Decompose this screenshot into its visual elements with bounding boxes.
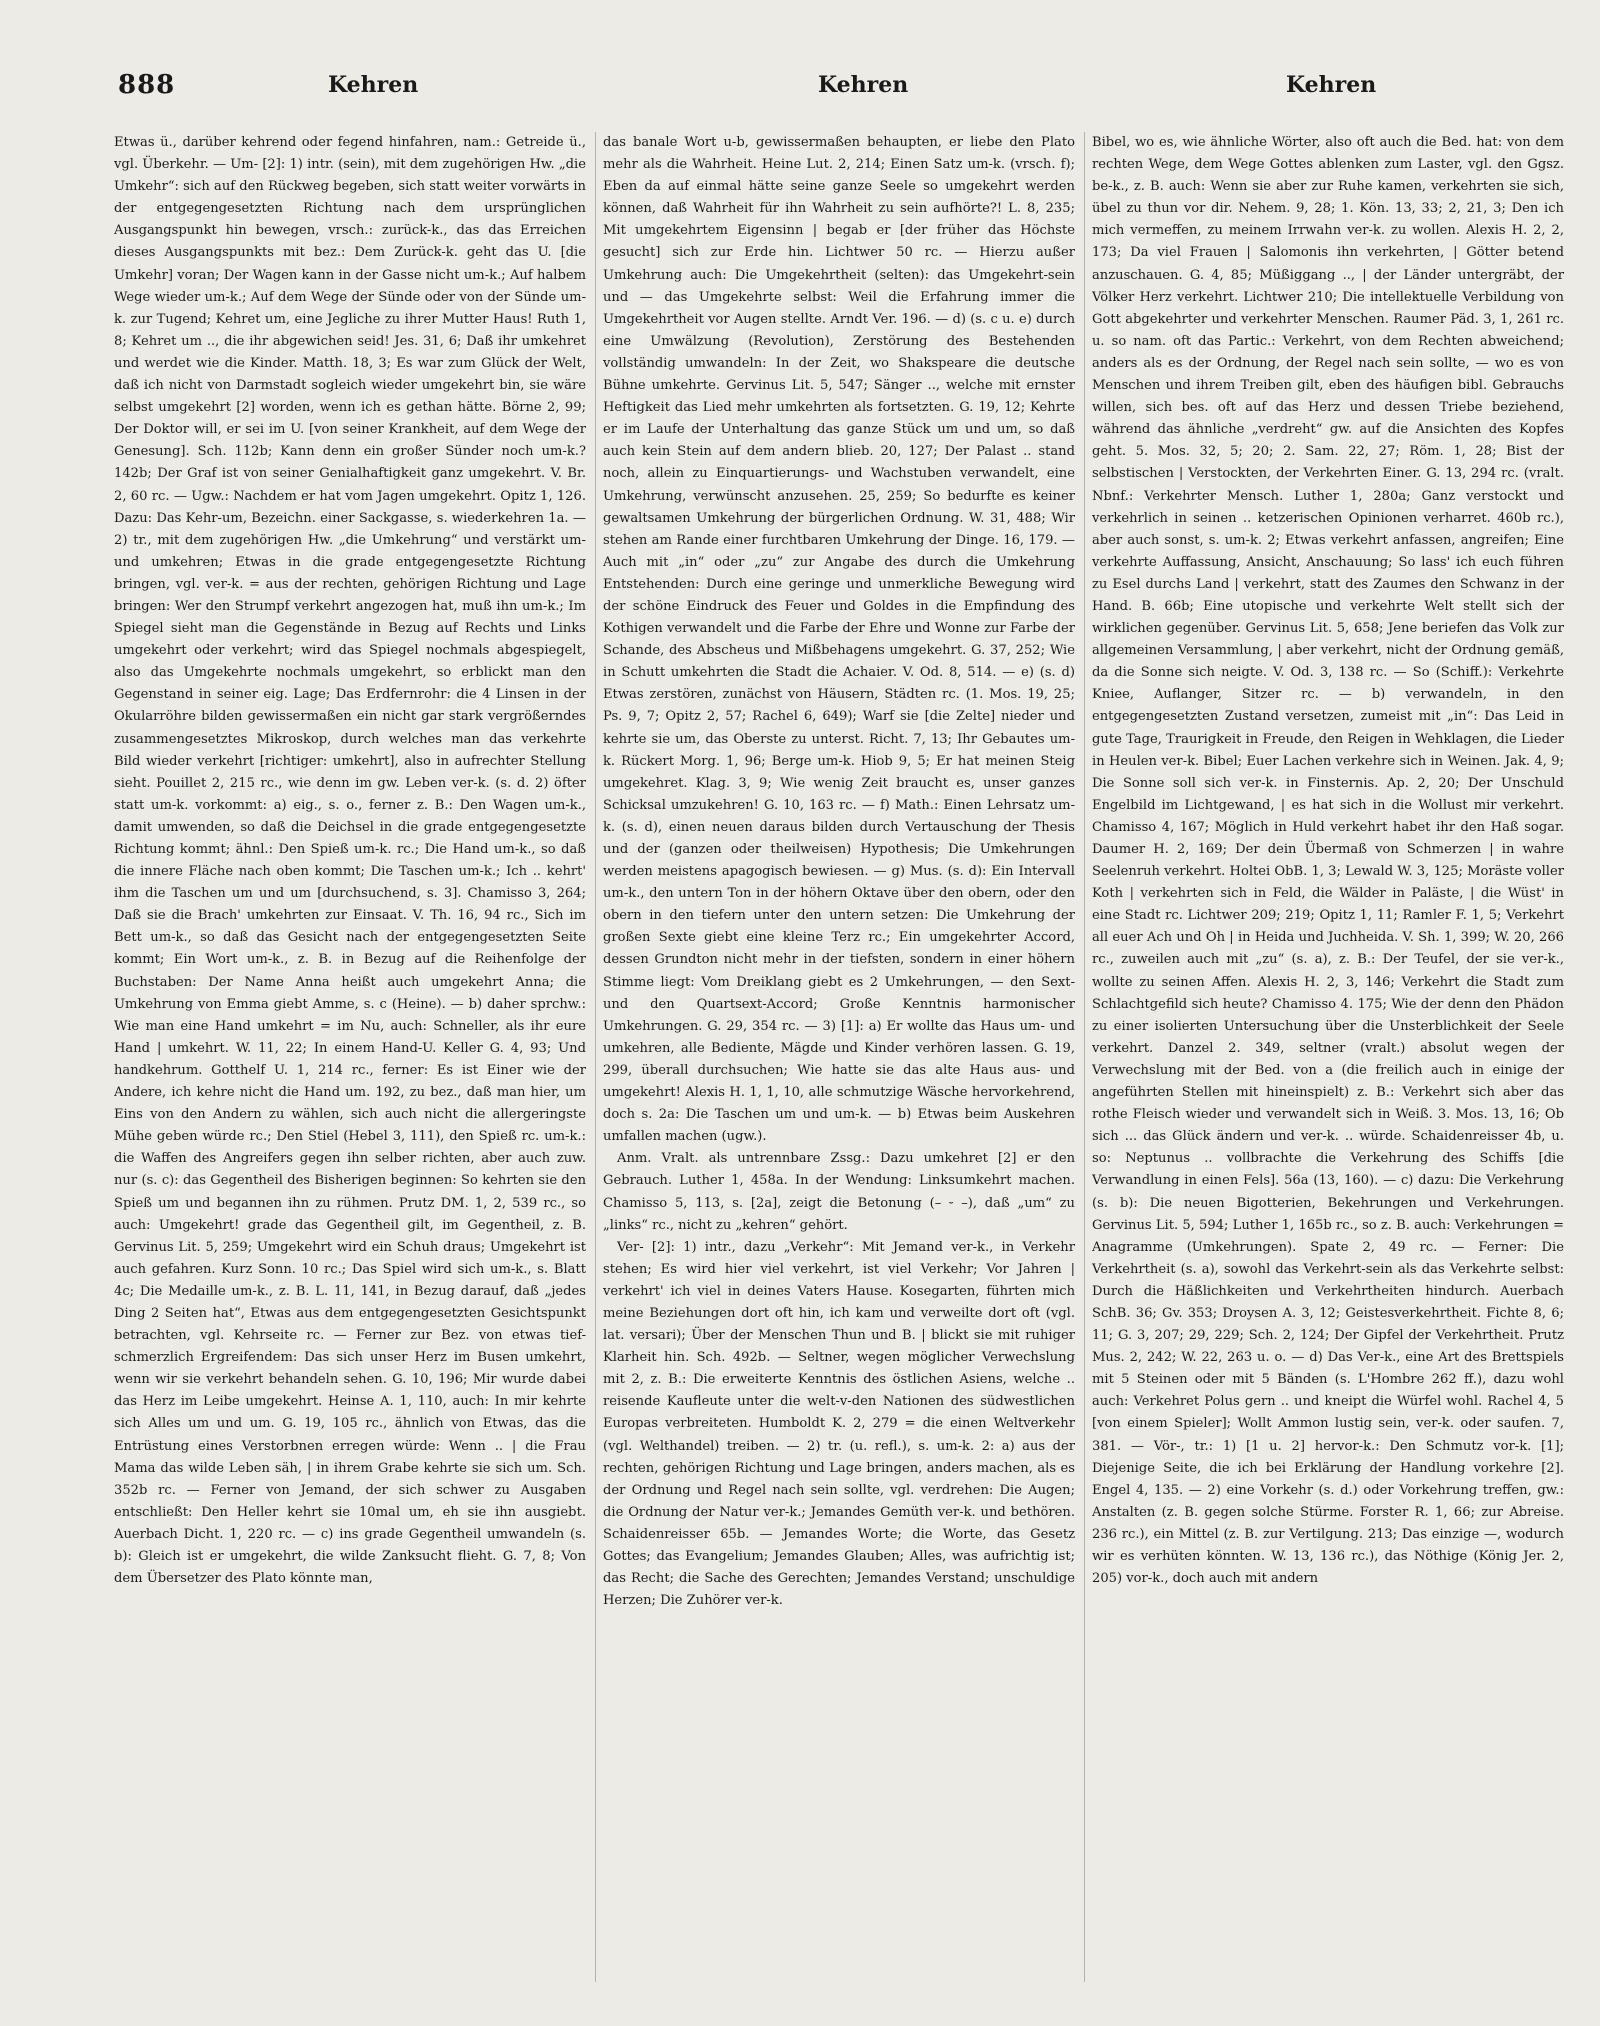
running-head-left: Kehren bbox=[328, 72, 419, 98]
page-header bbox=[118, 70, 1570, 110]
column-2-paragraph: das banale Wort u-b, gewissermaßen behaupten, er liebe den Plato mehr als die Wahrheit. Heine Lut. 2, 214; Einen Satz um-k. (vrsch. f); Eben da auf einmal hätte seine ganze Seele so umgekehrt werden können, daß Wahrheit für ihn Wahrheit zu sein aufhörte?! L. 8, 235; Mit umgekehrtem Eigensinn | begab er [der früher das Höchste gesucht] sich zur Erde hin. Lichtwer 50 rc. — Hierzu außer Umkehrung auch: Die Umgekehrtheit (selten): das Umgekehrt-sein und — das Umgekehrte selbst: Weil die Erfahrung immer die Umgekehrtheit vor Augen stellte. Arndt Ver. 196. — d) (s. c u. e) durch eine Umwälzung (Revolution), Zerstörung des Bestehenden vollständig umwandeln: In der Zeit, wo Shakspeare die deutsche Bühne umkehrte. Gervinus Lit. 5, 547; Sänger .., welche mit ernster Heftigkeit das Lied mehr umkehrten als fortsetzten. G. 19, 12; Kehrte er im Laufe der Unterhaltung das ganze Stück um und um, so daß auch kein Stein auf dem andern blieb. 20, 127; Der Palast .. stand noch, allein zu Einquartierungs- und Wachstuben verwandelt, eine Umkehrung, verwünscht anzusehen. 25, 259; So bedurfte es keiner gewaltsamen Umkehrung der bürgerlichen Ordnung. W. 31, 488; Wir stehen am Rande einer furchtbaren Umkehrung der Dinge. 16, 179. — Auch mit „in“ oder „zu“ zur Angabe des durch die Umkehrung Entstehenden: Durch eine geringe und unmerkliche Bewegung wird der schöne Eindruck des Feuer und Goldes in die Empfindung des Kothigen verwandelt und die Farbe der Ehre und Wonne zur Farbe der Schande, des Abscheus und Mißbehagens umgekehrt. G. 37, 252; Wie in Schutt umkehrten die Stadt die Achaier. V. Od. 8, 514. — e) (s. d) Etwas zerstören, zunächst von Häusern, Städten rc. (1. Mos. 19, 25; Ps. 9, 7; Opitz 2, 57; Rachel 6, 649); Warf sie [die Zelte] nieder und kehrte sie um, das Oberste zu unterst. Richt. 7, 13; Ihr Gebautes um-k. Rückert Morg. 1, 96; Berge um-k. Hiob 9, 5; Er hat meinen Steig umgekehret. Klag. 3, 9; Wie wenig Zeit braucht es, unser ganzes Schicksal umzukehren! G. 10, 163 rc. — f) Math.: Einen Lehrsatz um-k. (s. d), einen neuen daraus bilden durch Vertauschung der Thesis und der (ganzen oder theilweisen) Hypothesis; Die Umkehrungen werden meistens apagogisch bewiesen. — g) Mus. (s. d): Ein Intervall um-k., den untern Ton in der höhern Oktave über den obern, oder den obern in den tiefern unter den untern setzen: Die Umkehrung der großen Sexte giebt eine kleine Terz rc.; Ein umgekehrter Accord, dessen Grundton nicht mehr in der tiefsten, sondern in einer höhern Stimme liegt: Vom Dreiklang giebt es 2 Umkehrungen, — den Sext- und den Quartsext-Accord; Große Kenntnis harmonischer Umkehrungen. G. 29, 354 rc. — 3) [1]: a) Er wollte das Haus um- und umkehren, alle Bediente, Mägde und Kinder verhören lassen. G. 19, 299, überall durchsuchen; Wie hatte sie das alte Haus aus- und umgekehrt! Alexis H. 1, 1, 10, alle schmutzige Wäsche hervorkehrend, doch s. 2a: Die Taschen um und um-k. — b) Etwas beim Auskehren umfallen machen (ugw.). bbox=[603, 135, 1075, 1145]
text-column-3 bbox=[1092, 132, 1564, 1992]
column-1-paragraph: Etwas ü., darüber kehrend oder fegend hinfahren, nam.: Getreide ü., vgl. Überkehr. — Um- [2]: 1) intr. (sein), mit dem zugehörigen Hw. „die Umkehr“: sich auf den Rückweg begeben, sich statt weiter vorwärts in der entgegengesetzten Richtung nach dem ursprünglichen Ausgangspunkt hin bewegen, vrsch.: zurück-k., das das Erreichen dieses Ausgangspunkts mit bez.: Dem Zurück-k. geht das U. [die Umkehr] voran; Der Wagen kann in der Gasse nicht um-k.; Auf halbem Wege wieder um-k.; Auf dem Wege der Sünde oder von der Sünde um-k. zur Tugend; Kehret um, eine Jegliche zu ihrer Mutter Haus! Ruth 1, 8; Kehret um .., die ihr abgewichen seid! Jes. 31, 6; Daß ihr umkehret und werdet wie die Kinder. Matth. 18, 3; Es war zum Glück der Welt, daß ich nicht von Darmstadt sogleich wieder umgekehrt bin, sie wäre selbst umgekehrt [2] worden, wenn ich es gethan hätte. Börne 2, 99; Der Doktor will, er sei im U. [von seiner Krankheit, auf dem Wege der Genesung]. Sch. 112b; Kann denn ein großer Sünder noch um-k.? 142b; Der Graf ist von seiner Genialhaftigkeit ganz umgekehrt. V. Br. 2, 60 rc. — Ugw.: Nachdem er hat vom Jagen umgekehrt. Opitz 1, 126. Dazu: Das Kehr-um, Bezeichn. einer Sackgasse, s. wiederkehren 1a. — 2) tr., mit dem zugehörigen Hw. „die Umkehrung“ und verstärkt um- und umkehren; Etwas in die grade entgegengesetzte Richtung bringen, vgl. ver-k. = aus der rechten, gehörigen Richtung und Lage bringen: Wer den Strumpf verkehrt angezogen hat, muß ihn um-k.; Im Spiegel sieht man die Gegenstände in Bezug auf Rechts und Links umgekehrt oder verkehrt; wird das Spiegel nochmals abgespiegelt, also das Umgekehrte nochmals umgekehrt, so erblickt man den Gegenstand in seiner eig. Lage; Das Erdfernrohr: die 4 Linsen in der Okularröhre bilden gewissermaßen ein nicht gar stark vergrößerndes zusammengesetztes Mikroskop, durch welches man das verkehrte Bild wieder verkehrt [richtiger: umkehrt], also in aufrechter Stellung sieht. Pouillet 2, 215 rc., wie denn im gw. Leben ver-k. (s. d. 2) öfter statt um-k. vorkommt: a) eig., s. o., ferner z. B.: Den Wagen um-k., damit umwenden, so daß die Deichsel in die grade entgegengesetzte Richtung kommt; ähnl.: Den Spieß um-k. rc.; Die Hand um-k., so daß die innere Fläche nach oben kommt; Die Taschen um-k.; Ich .. kehrt' ihm die Taschen um und um [durchsuchend, s. 3]. Chamisso 3, 264; Daß sie die Brach' umkehrten zur Einsaat. V. Th. 16, 94 rc., Sich im Bett um-k., so daß das Gesicht nach der entgegengesetzten Seite kommt; Ein Wort um-k., z. B. in Bezug auf die Reihenfolge der Buchstaben: Der Name Anna heißt auch umgekehrt Anna; die Umkehrung von Emma giebt Amme, s. c (Heine). — b) daher sprchw.: Wie man eine Hand umkehrt = im Nu, auch: Schneller, als ihr eure Hand | umkehrt. W. 11, 22; In einem Hand-U. Keller G. 4, 93; Und handkehrum. Gotthelf U. 1, 214 rc., ferner: Es ist Einer wie der Andere, ich kehre nicht die Hand um. 192, zu bez., daß man hier, um Eins von den Andern zu wählen, sich auch nicht die allergeringste Mühe geben würde rc.; Den Stiel (Hebel 3, 111), den Spieß rc. um-k.: die Waffen des Angreifers gegen ihn selber richten, aber auch zuw. nur (s. c): das Gegentheil des Bisherigen beginnen: So kehrten sie den Spieß um und begannen ihn zu rühmen. Prutz DM. 1, 2, 539 rc., so auch: Umgekehrt! grade das Gegentheil gilt, im Gegentheil, z. B. Gervinus Lit. 5, 259; Umgekehrt wird ein Schuh draus; Umgekehrt ist auch gefahren. Kurz Sonn. 10 rc.; Das Spiel wird sich um-k., s. Blatt 4c; Die Medaille um-k., z. B. L. 11, 141, in Bezug darauf, daß „jedes Ding 2 Seiten hat“, Etwas aus dem entgegengesetzten Gesichtspunkt betrachten, vgl. Kehrseite rc. — Ferner zur Bez. von etwas tief-schmerzlich Ergreifendem: Das sich unser Herz im Busen umkehrt, wenn wir sie verkehrt behandeln sehen. G. 10, 196; Mir wurde dabei das Herz im Leibe umgekehrt. Heinse A. 1, 110, auch: In mir kehrte sich Alles um und um. G. 19, 105 rc., ähnlich von Etwas, das die Entrüstung eines Verstorbnen erregen würde: Wenn .. | die Frau Mama das wilde Leben säh, | in ihrem Grabe kehrte sie sich um. Sch. 352b rc. — Ferner von Jemand, der sich schwer zu Ausgaben entschließt: Den Heller kehrt sie 10mal um, eh sie ihn ausgiebt. Auerbach Dicht. 1, 220 rc. — c) ins grade Gegentheil umwandeln (s. b): Gleich ist er umgekehrt, die wilde Zanksucht flieht. G. 7, 8; Von dem Übersetzer des Plato könnte man, bbox=[114, 135, 586, 1587]
running-head-right: Kehren bbox=[1286, 72, 1377, 98]
running-head-center: Kehren bbox=[818, 72, 909, 98]
column-divider bbox=[1084, 132, 1085, 1982]
column-divider bbox=[595, 132, 596, 1982]
text-column-2 bbox=[603, 132, 1075, 1992]
text-column-1 bbox=[114, 132, 586, 1992]
column-3-paragraph: Bibel, wo es, wie ähnliche Wörter, also oft auch die Bed. hat: von dem rechten Wege, dem Wege Gottes ablenken zum Laster, vgl. den Ggsz. be-k., z. B. auch: Wenn sie aber zur Ruhe kamen, verkehrten sie sich, übel zu thun vor dir. Nehem. 9, 28; 1. Kön. 13, 33; 2, 21, 3; Den ich mich vermeffen, zu meinem Irrwahn ver-k. zu wollen. Alexis H. 2, 2, 173; Da viel Frauen | Salomonis ihn verkehrten, | Götter betend anzuschauen. G. 4, 85; Müßiggang .., | der Länder untergräbt, der Völker Herz verkehrt. Lichtwer 210; Die intellektuelle Verbildung von Gott abgekehrter und verkehrter Menschen. Raumer Päd. 3, 1, 261 rc. u. so nam. oft das Partic.: Verkehrt, von dem Rechten abweichend; anders als es der Ordnung, der Regel nach sein sollte, — wo es von Menschen und ihrem Treiben gilt, eben des häufigen bibl. Gebrauchs willen, sich bes. oft auf das Herz und dessen Triebe beziehend, während das ähnliche „verdreht“ gw. auf die Ansichten des Kopfes geht. 5. Mos. 32, 5; 20; 2. Sam. 22, 27; Röm. 1, 28; Bist der selbstischen | Verstockten, der Verkehrten Einer. G. 13, 294 rc. (vralt. Nbnf.: Verkehrter Mensch. Luther 1, 280a; Ganz verstockt und verkehrlich in seinen .. ketzerischen Opinionen verharret. 460b rc.), aber auch sonst, s. um-k. 2; Etwas verkehrt anfassen, angreifen; Eine verkehrte Auffassung, Ansicht, Anschauung; So lass' ich euch führen zu Esel durchs Land | verkehrt, statt des Zaumes den Schwanz in der Hand. B. 66b; Eine utopische und verkehrte Welt stellt sich der wirklichen gegenüber. Gervinus Lit. 5, 658; Jene beriefen das Volk zur allgemeinen Versammlung, | aber verkehrt, nicht der Ordnung gemäß, da die Sonne sich neigte. V. Od. 3, 138 rc. — So (Schiff.): Verkehrte Kniee, Auflanger, Sitzer rc. — b) verwandeln, in den entgegengesetzten Zustand versetzen, zumeist mit „in“: Das Leid in gute Tage, Traurigkeit in Freude, den Reigen in Wehklagen, die Lieder in Heulen ver-k. Bibel; Euer Lachen verkehre sich in Weinen. Jak. 4, 9; Die Sonne soll sich ver-k. in Finsternis. Ap. 2, 20; Der Unschuld Engelbild im Lichtgewand, | es hat sich in die Wollust mir verkehrt. Chamisso 4, 167; Möglich in Huld verkehrt habet ihr den Haß sogar. Daumer H. 2, 169; Der dein Übermaß von Schmerzen | in wahre Seelenruh verkehrt. Holtei ObB. 1, 3; Lewald W. 3, 125; Moräste voller Koth | verkehrten sich in Feld, die Wälder in Paläste, | die Wüst' in eine Stadt rc. Lichtwer 209; 219; Opitz 1, 11; Ramler F. 1, 5; Verkehrt all euer Ach und Oh | in Heida und Juchheida. V. Sh. 1, 399; W. 20, 266 rc., zuweilen auch mit „zu“ (s. a), z. B.: Der Teufel, der sie ver-k., wollte zu seinen Affen. Alexis H. 2, 3, 146; Verkehrt die Stadt zum Schlachtgefild sich heute? Chamisso 4. 175; Wie der denn den Phädon zu einer isolierten Untersuchung über die Unsterblichkeit der Seele verkehrt. Danzel 2. 349, seltner (vralt.) absolut wegen der Verwechslung mit der Bed. von a (die freilich auch in einige der angeführten Stellen mit hineinspielt) z. B.: Verkehrt sich aber das rothe Fleisch wieder und verwandelt sich in Weiß. 3. Mos. 13, 16; Ob sich ... das Glück ändern und ver-k. .. würde. Schaidenreisser 4b, u. so: Neptunus .. vollbrachte die Verkehrung des Schiffs [die Verwandlung in einen Fels]. 56a (13, 160). — c) dazu: Die Verkehrung (s. b): Die neuen Bigotterien, Bekehrungen und Verkehrungen. Gervinus Lit. 5, 594; Luther 1, 165b rc., so z. B. auch: Verkehrungen = Anagramme (Umkehrungen). Spate 2, 49 rc. — Ferner: Die Verkehrtheit (s. a), sowohl das Verkehrt-sein als das Verkehrte selbst: Durch die Häßlichkeiten und Verkehrtheiten hindurch. Auerbach SchB. 36; Gv. 353; Droysen A. 3, 12; Geistesverkehrtheit. Fichte 8, 6; 11; G. 3, 207; 29, 229; Sch. 2, 124; Der Gipfel der Verkehrtheit. Prutz Mus. 2, 242; W. 22, 263 u. o. — d) Das Ver-k., eine Art des Brettspiels mit 5 Steinen oder mit 5 Bänden (s. L'Hombre 262 ff.), dazu wohl auch: Verkehret Polus gern .. und kneipt die Würfel wohl. Rachel 4, 5 [von einem Spieler]; Wollt Ammon lustig sein, ver-k. oder saufen. 7, 381. — Vör-, tr.: 1) [1 u. 2] hervor-k.: Den Schmutz vor-k. [1]; Diejenige Seite, die ich bei Erklärung der Handlung vorkehre [2]. Engel 4, 135. — 2) eine Vorkehr (s. d.) oder Vorkehrung treffen, gw.: Anstalten (z. B. gegen solche Stürme. Forster R. 1, 66; zur Abreise. 236 rc.), ein Mittel (z. B. zur Vertilgung. 213; Das einzige —, wodurch wir es verhüten könnten. W. 13, 136 rc.), das Nöthige (König Jer. 2, 205) vor-k., doch auch mit andern bbox=[1092, 135, 1564, 1587]
column-2-paragraph: Anm. Vralt. als untrennbare Zssg.: Dazu umkehret [2] er den Gebrauch. Luther 1, 458a. In der Wendung: Linksumkehrt machen. Chamisso 5, 113, s. [2a], zeigt die Betonung (– ⏑ –), daß „um“ zu „links“ rc., nicht zu „kehren“ gehört. bbox=[603, 1151, 1075, 1233]
page-number: 888 bbox=[118, 70, 176, 100]
column-2-paragraph: Ver- [2]: 1) intr., dazu „Verkehr“: Mit Jemand ver-k., in Verkehr stehen; Es wird hier viel verkehrt, ist viel Verkehr; Vor Jahren | verkehrt' ich viel in deines Vaters Hause. Kosegarten, führten mich meine Beziehungen dort oft hin, ich kam und verweilte dort oft (vgl. lat. versari); Über der Menschen Thun und B. | blickt sie mit ruhiger Klarheit hin. Sch. 492b. — Seltner, wegen möglicher Verwechslung mit 2, z. B.: Die erweiterte Kenntnis des östlichen Asiens, welche .. reisende Kaufleute unter die welt-v-den Nationen des südwestlichen Europas verbreiteten. Humboldt K. 2, 279 = die einen Weltverkehr (vgl. Welthandel) treiben. — 2) tr. (u. refl.), s. um-k. 2: a) aus der rechten, gehörigen Richtung und Lage bringen, anders machen, als es der Ordnung und Regel nach sein sollte, vgl. verdrehen: Die Augen; die Ordnung der Natur ver-k.; Jemandes Gemüth ver-k. und bethören. Schaidenreisser 65b. — Jemandes Worte; die Worte, das Gesetz Gottes; das Evangelium; Jemandes Glauben; Alles, was aufrichtig ist; das Recht; die Sache des Gerechten; Jemandes Verstand; unschuldige Herzen; Die Zuhörer ver-k. bbox=[603, 1239, 1075, 1609]
